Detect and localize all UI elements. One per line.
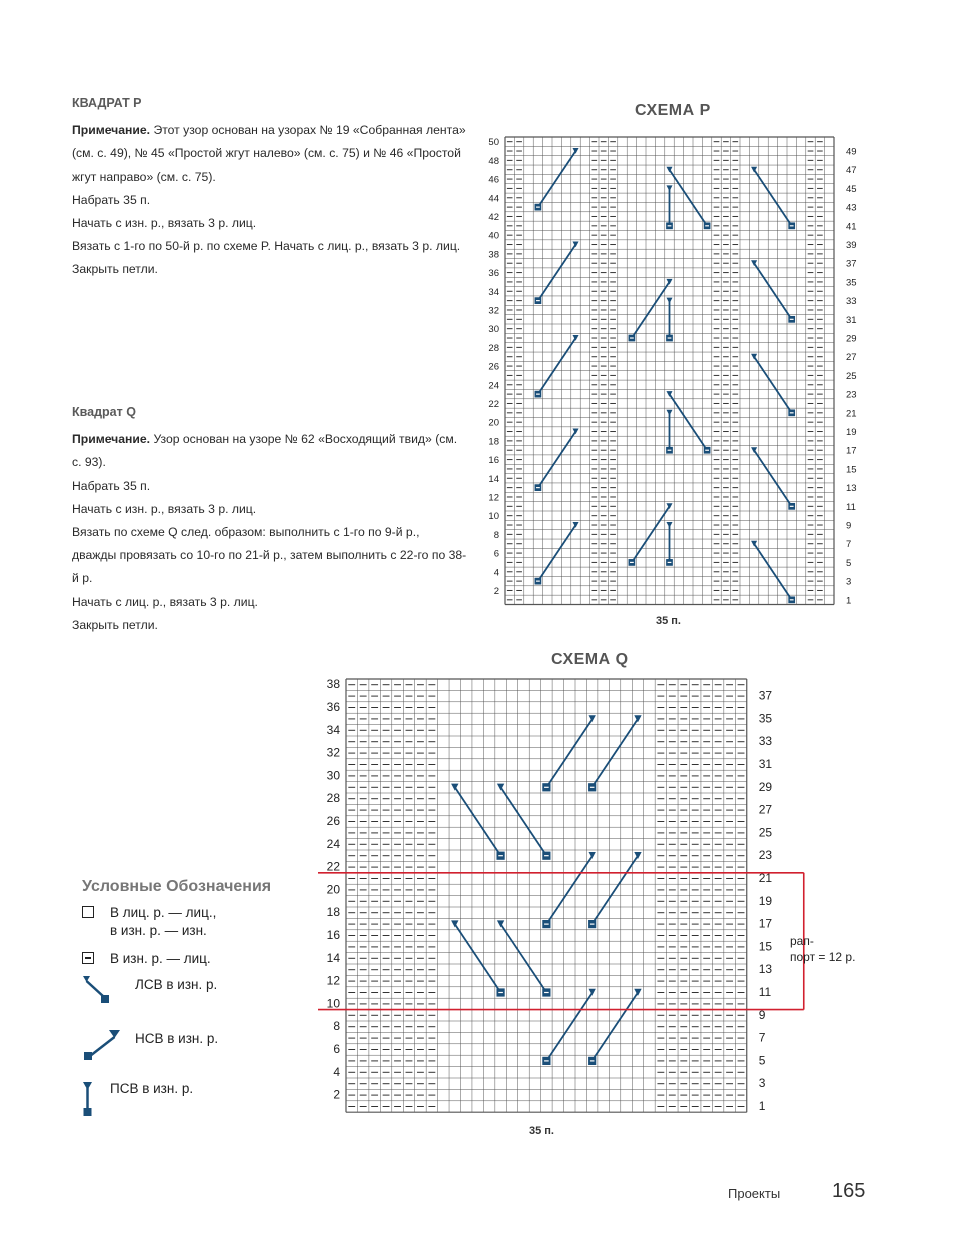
square-q-bind-off: Закрыть петли. [72,617,158,632]
row-number-left: 22 [488,398,499,410]
row-number-left: 12 [488,492,499,504]
legend-item-knit [82,904,312,950]
cable-line [754,170,792,226]
row-number-left: 10 [488,511,499,523]
square-q-heading: Квадрат Q [72,405,136,419]
cable-line [754,450,792,506]
repeat-label-line-1: рап- [790,934,814,948]
row-number-right: 1 [846,595,852,607]
row-number-left: 24 [488,380,499,392]
row-number-right: 35 [758,711,773,726]
cable-line [455,787,501,855]
row-number-right: 27 [758,802,773,817]
row-number-right: 31 [846,314,857,326]
dash-square-icon [82,952,94,964]
row-number-left: 34 [326,722,340,737]
row-number-left: 14 [326,950,340,965]
row-number-left: 28 [488,342,499,354]
row-number-left: 22 [326,859,340,874]
row-number-right: 35 [846,277,857,289]
row-number-left: 8 [333,1019,340,1034]
row-number-left: 30 [326,768,340,783]
cable-line [546,993,592,1061]
chart-p-stitch-count: 35 п. [656,615,681,627]
row-number-right: 31 [758,757,773,771]
legend-label-2: в изн. р. — изн. [110,923,207,938]
row-number-left: 32 [326,745,340,760]
legend-label: ПСВ в изн. р. [110,1081,194,1096]
row-number-left: 32 [488,305,499,317]
row-number-right: 23 [846,389,857,401]
row-number-left: 20 [326,882,340,897]
row-number-right: 11 [846,501,856,513]
legend-label: НСВ в изн. р. [135,1031,219,1046]
row-number-right: 33 [846,296,857,308]
row-number-right: 1 [758,1099,766,1113]
row-number-left: 26 [488,361,499,373]
row-number-left: 40 [488,230,499,242]
row-number-right: 9 [758,1007,766,1022]
legend-label: В изн. р. — лиц. [110,951,211,966]
legend-item-straight-cable [82,1080,312,1126]
row-number-right: 15 [758,939,773,954]
row-number-right: 13 [758,962,773,977]
page-number: 165 [832,1180,866,1202]
cable-line [754,263,792,319]
note-text: Этот узор основан на узорах № 19 «Собранная лента» (см. с. 49), № 45 «Простой жгут налево» (см. с. 75) и № 46 «Простой жгут направо» (см. с. 75). [72,123,466,184]
cable-line [501,924,547,992]
cable-line [670,170,708,226]
row-number-left: 44 [488,193,499,205]
row-number-right: 9 [846,520,852,532]
row-number-left: 38 [326,677,340,692]
row-number-right: 3 [758,1076,766,1091]
row-number-right: 25 [758,825,773,840]
row-number-left: 6 [493,548,499,560]
cable-line [754,544,792,600]
row-number-left: 18 [326,905,340,920]
row-number-right: 17 [758,916,773,931]
cable-arrow-head [666,522,672,528]
cable-arrow-head [666,298,672,304]
cable-line [632,282,670,338]
note-label: Примечание. [72,432,151,447]
cable-line [592,856,638,924]
row-number-right: 49 [846,146,857,158]
legend-item-left-cable [82,976,312,1030]
row-number-right: 19 [846,427,857,439]
row-number-left: 30 [488,324,499,336]
row-number-right: 13 [846,483,857,495]
left-cross-cable-icon [82,976,122,1022]
square-p-bind-off: Закрыть петли. [72,262,158,277]
square-q-cast-on: Набрать 35 п. [72,478,151,493]
row-number-left: 2 [493,585,499,597]
row-number-left: 14 [488,473,499,485]
row-number-right: 7 [846,539,852,551]
row-number-right: 21 [846,408,857,420]
legend-item-right-cable [82,1030,312,1080]
cable-line [538,151,576,207]
row-number-left: 18 [488,436,499,448]
row-number-left: 42 [488,211,499,223]
square-p-start: Начать с изн. р., вязать 3 р. лиц. [72,216,257,231]
cable-line [455,924,501,992]
cable-line [754,357,792,413]
cable-line [538,432,576,488]
row-number-left: 2 [333,1087,340,1102]
cable-line [592,993,638,1061]
row-number-right: 41 [846,221,857,233]
row-number-right: 33 [758,734,773,749]
chart-q-stitch-count: 35 п. [529,1125,554,1137]
row-number-right: 25 [846,370,857,382]
row-number-left: 36 [488,268,499,280]
row-number-left: 12 [326,973,340,988]
row-number-left: 8 [493,529,499,541]
row-number-right: 5 [846,557,852,569]
row-number-left: 24 [326,836,340,851]
row-number-right: 37 [846,258,857,270]
cable-line [538,245,576,301]
row-number-left: 28 [326,791,340,806]
row-number-left: 26 [326,814,340,828]
cable-line [546,856,592,924]
square-p-work: Вязать с 1-го по 50-й р. по схеме P. Начать с лиц. р., вязать 3 р. лиц. [72,239,461,254]
chart-q-title: СХЕМА Q [551,651,629,668]
row-number-right: 17 [846,445,857,457]
row-number-left: 6 [333,1042,340,1056]
cable-line [592,719,638,787]
square-p-heading: КВАДРАТ P [72,96,142,110]
square-q-finish: Начать с лиц. р., вязать 3 р. лиц. [72,594,258,609]
row-number-right: 7 [758,1030,766,1045]
row-number-left: 20 [488,417,499,429]
empty-square-icon [82,906,94,918]
straight-cable-icon [82,1082,102,1122]
row-number-left: 4 [493,567,499,579]
chart-p-title: СХЕМА P [635,102,711,119]
legend-title: Условные Обозначения [82,878,272,895]
row-number-left: 46 [488,174,499,186]
repeat-label [790,933,855,965]
row-number-right: 37 [758,688,773,703]
row-number-left: 34 [488,286,499,298]
square-q-work: Вязать по схеме Q след. образом: выполнить с 1-го по 9-й р., дважды провязать со 10-го по 21-й р., затем выполнить с 22-го по 38-й р. [72,525,467,586]
row-number-left: 48 [488,155,499,167]
right-cross-cable-icon [82,1030,122,1076]
note-label: Примечание. [72,123,151,138]
row-number-left: 10 [326,996,340,1011]
square-p-cast-on: Набрать 35 п. [72,192,151,207]
row-number-right: 3 [846,576,852,588]
note-text: Узор основан на узоре № 62 «Восходящий твид» (см. с. 93). [72,432,458,470]
row-number-right: 45 [846,183,857,195]
cable-line [670,394,708,450]
cable-line [538,525,576,581]
legend-label: В лиц. р. — лиц., [110,905,217,920]
row-number-left: 36 [326,700,340,714]
row-number-right: 15 [846,464,857,476]
row-number-left: 16 [326,928,340,942]
square-q-start: Начать с изн. р., вязать 3 р. лиц. [72,501,257,516]
cable-line [501,787,547,855]
row-number-right: 47 [846,165,857,177]
row-number-right: 21 [758,871,773,885]
row-number-left: 16 [488,455,499,467]
legend [82,878,312,1126]
row-number-right: 27 [846,352,857,364]
row-number-left: 4 [333,1064,340,1079]
row-number-right: 43 [846,202,857,214]
row-number-right: 29 [758,779,773,794]
cable-line [632,506,670,562]
cable-line [546,719,592,787]
cable-arrow-head [666,410,672,416]
row-number-right: 39 [846,240,857,252]
row-number-left: 38 [488,249,499,261]
row-number-right: 23 [758,848,773,863]
legend-item-purl [82,950,312,976]
row-number-right: 11 [758,985,772,999]
row-number-right: 29 [846,333,857,345]
row-number-left: 50 [488,137,499,149]
row-number-right: 5 [758,1053,766,1068]
cable-arrow-head [666,185,672,191]
legend-label: ЛСВ в изн. р. [135,977,218,992]
repeat-label-line-2: порт = 12 р. [790,950,856,964]
footer-section: Проекты [728,1186,781,1201]
row-number-right: 19 [758,893,773,908]
cable-line [538,338,576,394]
